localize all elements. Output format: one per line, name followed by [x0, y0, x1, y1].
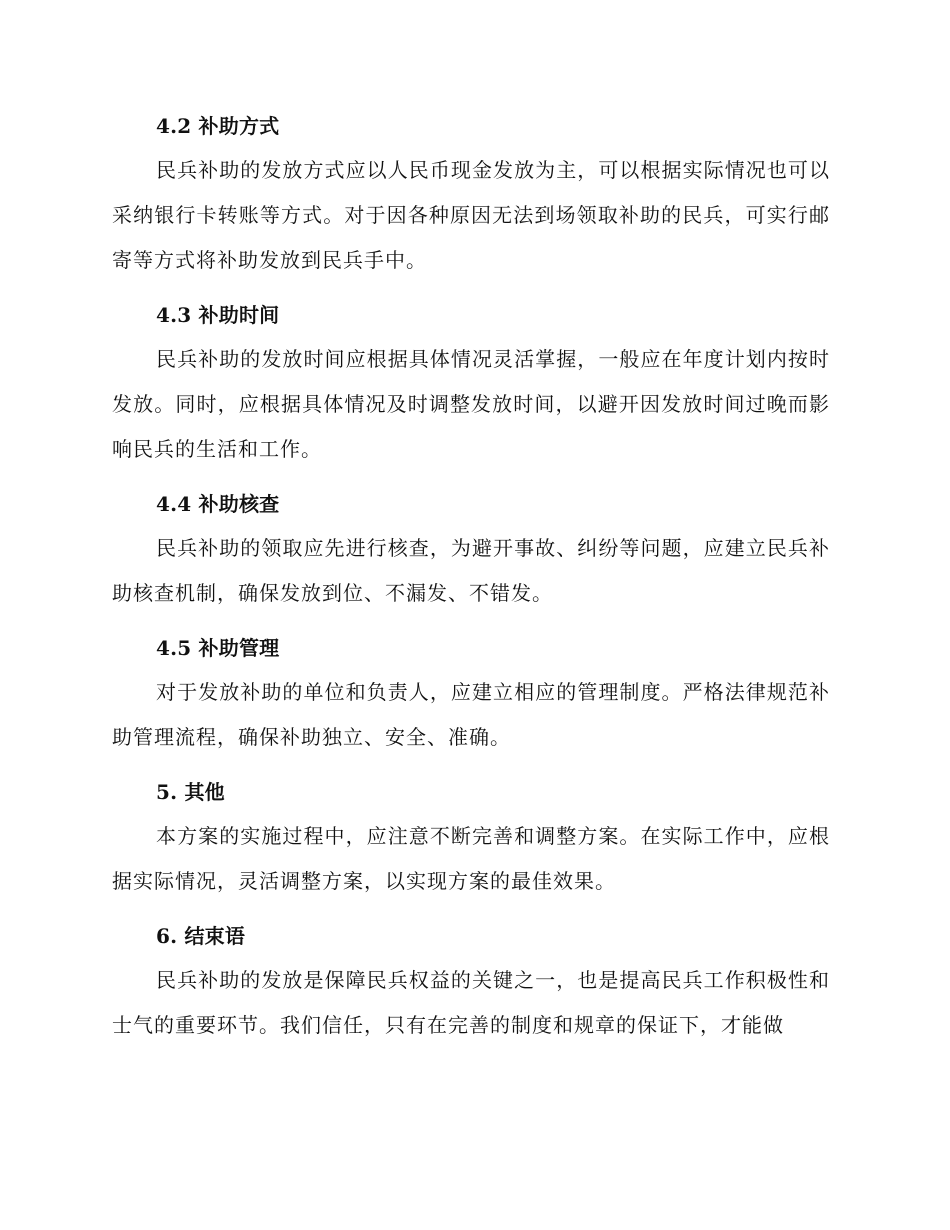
- section-paragraph: 民兵补助的发放时间应根据具体情况灵活掌握，一般应在年度计划内按时发放。同时，应根据具体情况及时调整发放时间，以避开因发放时间过晚而影响民兵的生活和工作。: [112, 347, 830, 461]
- section-4-2: [112, 108, 830, 283]
- section-heading: 4.4 补助核查: [156, 492, 280, 516]
- section-4-5: [112, 630, 830, 760]
- section-paragraph: 民兵补助的发放是保障民兵权益的关键之一，也是提高民兵工作积极性和士气的重要环节。我们信任，只有在完善的制度和规章的保证下，才能做: [112, 968, 830, 1037]
- section-heading: 4.5 补助管理: [156, 636, 280, 660]
- section-paragraph: 民兵补助的领取应先进行核查，为避开事故、纠纷等问题，应建立民兵补助核查机制，确保发放到位、不漏发、不错发。: [112, 536, 830, 605]
- section-4-4: [112, 486, 830, 616]
- section-heading: 4.2 补助方式: [156, 114, 280, 138]
- section-5: [112, 774, 830, 904]
- section-4-3: [112, 297, 830, 472]
- section-6: [112, 918, 830, 1048]
- section-paragraph: 本方案的实施过程中，应注意不断完善和调整方案。在实际工作中，应根据实际情况，灵活调整方案，以实现方案的最佳效果。: [112, 824, 830, 893]
- section-paragraph: 民兵补助的发放方式应以人民币现金发放为主，可以根据实际情况也可以采纳银行卡转账等方式。对于因各种原因无法到场领取补助的民兵，可实行邮寄等方式将补助发放到民兵手中。: [112, 158, 830, 272]
- section-paragraph: 对于发放补助的单位和负责人，应建立相应的管理制度。严格法律规范补助管理流程，确保补助独立、安全、准确。: [112, 680, 830, 749]
- section-heading: 5. 其他: [156, 780, 225, 804]
- document-content: [112, 108, 830, 1048]
- section-heading: 6. 结束语: [156, 924, 246, 948]
- section-heading: 4.3 补助时间: [156, 303, 280, 327]
